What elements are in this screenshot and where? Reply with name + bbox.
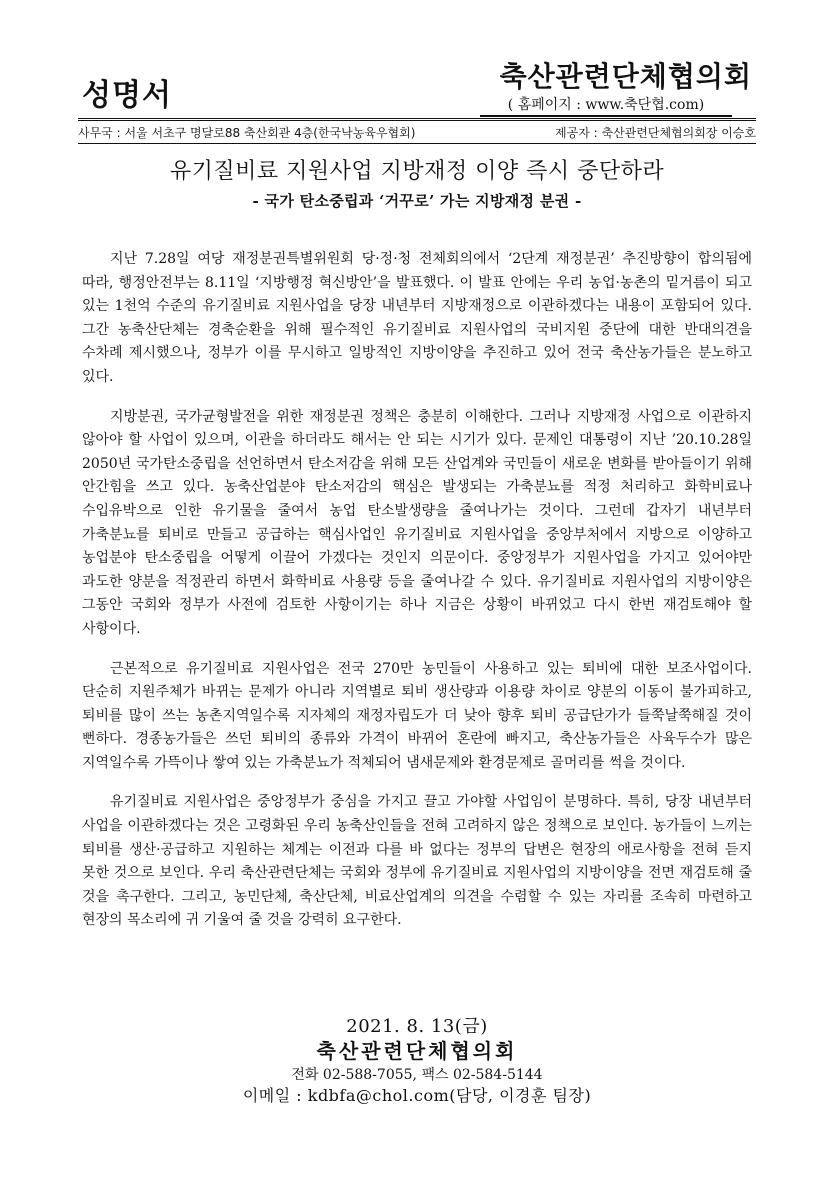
signing-organization: 축산관련단체협의회 xyxy=(316,1039,518,1063)
header-divider-bottom xyxy=(78,143,756,144)
statement-body xyxy=(82,248,752,949)
contact-email[interactable]: 이메일 : kdbfa@chol.com(담당, 이경훈 팀장) xyxy=(242,1086,592,1105)
document-type: 성명서 xyxy=(82,78,172,113)
office-info-row xyxy=(78,124,756,141)
body-paragraph: 지방분권, 국가균형발전을 위한 재정분권 정책은 충분히 이해한다. 그러나 지방재정 사업으로 이관하지 않아야 할 사업이 있으며, 이관을 하더라도 해서는 안 되는 시기가 있다. 문제인 대통령이 지난 ’20.10.28일 2050년 국가탄소중립을 선언하면서 탄소저감을 위해 모든 산업계와 국민들이 새로운 변화를 받아들이기 위해 안간힘을 쓰고 있다. 농축산업분야 탄소저감의 핵심은 발생되는 가축분뇨를 적정 처리하고 화학비료나 수입유박으로 인한 유기물을 줄여서 농업 탄소발생량을 줄여나가는 것이다. 그런데 갑자기 내년부터 가축분뇨를 퇴비로 만들고 공급하는 핵심사업인 유기질비료 지원사업을 중앙부처에서 지방으로 이양하고 농업분야 탄소중립을 어떻게 이끌어 가겠다는 것인지 의문이다. 중앙정부가 지원사업을 가지고 있어야만 과도한 양분을 적정관리 하면서 화학비료 사용량 등을 줄여나갈 수 있다. 유기질비료 지원사업의 지방이양은 그동안 국회와 정부가 사전에 검토한 사항이기는 하나 지금은 상황이 바뀌었고 다시 한번 재검토해야 할 사항이다. xyxy=(82,408,752,637)
office-address: 사무국 : 서울 서초구 명달로88 축산회관 4층(한국낙농육우협회) xyxy=(78,126,416,140)
header-divider-top xyxy=(78,118,756,121)
homepage-link[interactable]: ( 홈페이지 : www.축단협.com) xyxy=(480,94,732,117)
body-paragraph: 근본적으로 유기질비료 지원사업은 전국 270만 농민들이 사용하고 있는 퇴비에 대한 보조사업이다. 단순히 지원주체가 바뀌는 문제가 아니라 지역별로 퇴비 생산량과 이용량 차이로 양분의 이동이 불가피하고, 퇴비를 많이 쓰는 농촌지역일수록 지자체의 재정자립도가 더 낮아 향후 퇴비 공급단가가 들쭉날쭉해질 것이 뻔하다. 경종농가들은 쓰던 퇴비의 종류와 가격이 바뀌어 혼란에 빠지고, 축산농가들은 사육두수가 많은 지역일수록 가뜩이나 쌓여 있는 가축분뇨가 적체되어 냄새문제와 환경문제로 골머리를 썩을 것이다. xyxy=(82,660,752,771)
contact-phone-fax: 전화 02-588-7055, 팩스 02-584-5144 xyxy=(291,1067,543,1083)
statement-title: 유기질비료 지원사업 지방재정 이양 즉시 중단하라 xyxy=(169,159,665,184)
statement-date: 2021. 8. 13(금) xyxy=(346,1016,488,1037)
body-paragraph: 유기질비료 지원사업은 중앙정부가 중심을 가지고 끌고 가야할 사업임이 분명하다. 특히, 당장 내년부터 사업을 이관하겠다는 것은 고령화된 우리 농축산인들을 전혀 고려하지 않은 정책으로 보인다. 농가들이 느끼는 퇴비를 생산·공급하고 지원하는 체계는 이전과 다를 바 없다는 정부의 답변은 현장의 애로사항을 전혀 듣지 못한 것으로 보인다. 우리 축산관련단체는 국회와 정부에 유기질비료 지원사업의 지방이양을 전면 재검토해 줄 것을 촉구한다. 그리고, 농민단체, 축산단체, 비료산업계의 의견을 수렴할 수 있는 자리를 조속히 마련하고 현장의 목소리에 귀 기울여 줄 것을 강력히 요구한다. xyxy=(82,794,752,929)
statement-subtitle: - 국가 탄소중립과 ‘거꾸로’ 가는 지방재정 분권 - xyxy=(252,192,582,210)
organization-name: 축산관련단체협의회 xyxy=(499,60,752,93)
provider-info: 제공자 : 축산관련단체협의회장 이승호 xyxy=(555,126,756,140)
body-paragraph: 지난 7.28일 여당 재정분권특별위원회 당·정·청 전체회의에서 ‘2단계 재정분권’ 추진방향이 합의됨에 따라, 행정안전부는 8.11일 ‘지방행정 혁신방안’을 발표했다. 이 발표 안에는 우리 농업·농촌의 밑거름이 되고 있는 1천억 수준의 유기질비료 지원사업을 당장 내년부터 지방재정으로 이관하겠다는 내용이 포함되어 있다. 그간 농축산단체는 경축순환을 위해 필수적인 유기질비료 지원사업의 국비지원 중단에 대한 반대의견을 수차례 제시했으나, 정부가 이를 무시하고 일방적인 지방이양을 추진하고 있어 전국 축산농가들은 분노하고 있다. xyxy=(82,251,752,385)
